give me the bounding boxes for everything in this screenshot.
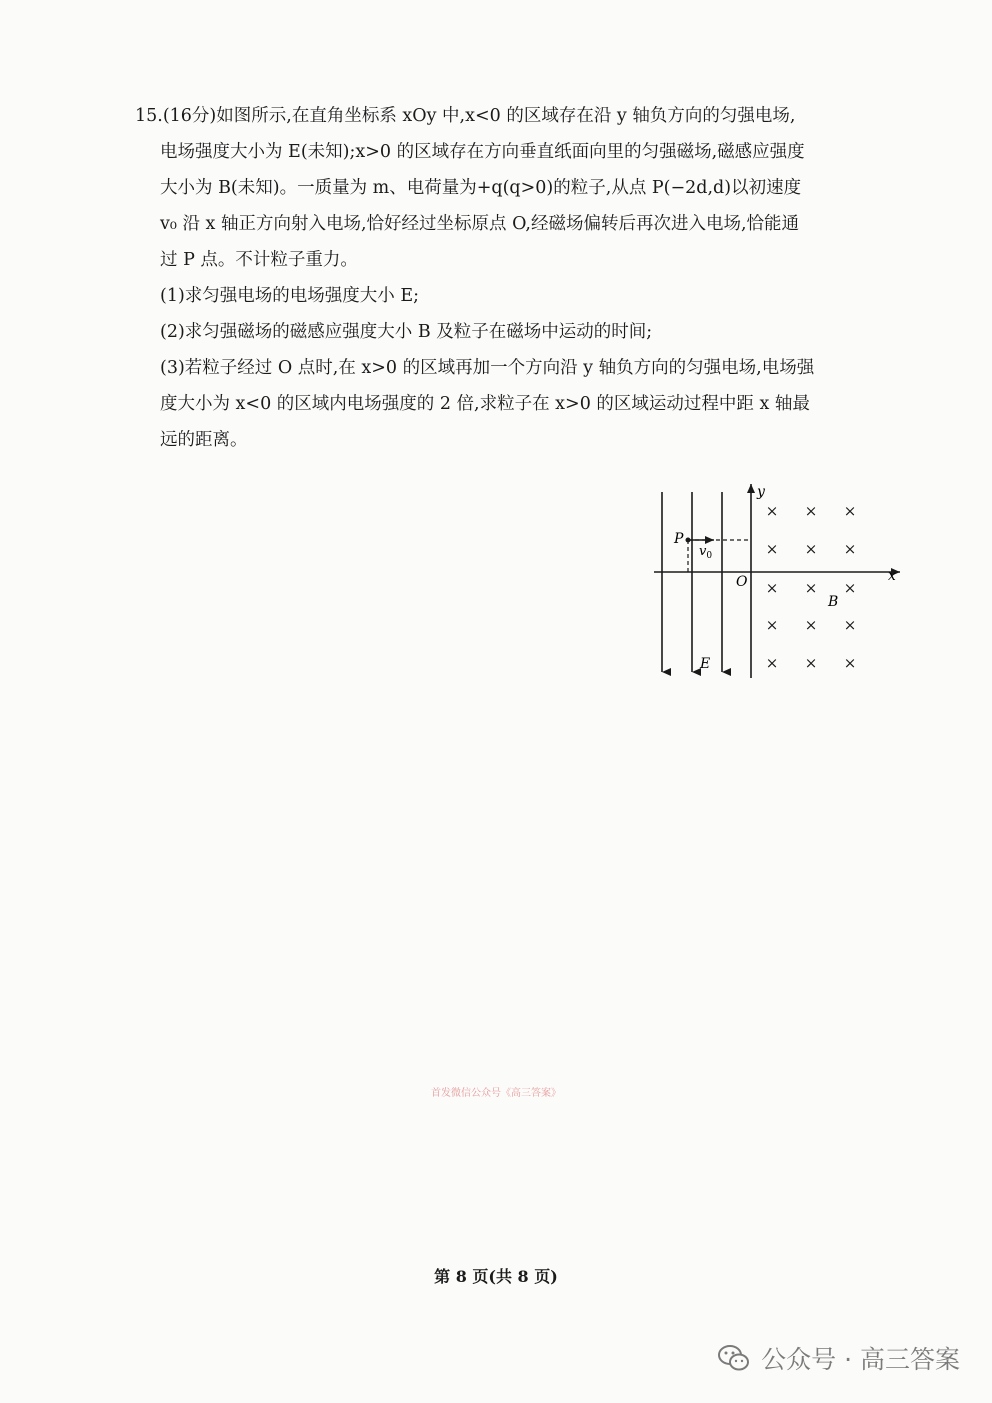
problem-line: 过 P 点。不计粒子重力。	[160, 250, 358, 270]
label-y: y	[757, 484, 765, 500]
cross-mark: ×	[804, 579, 818, 597]
label-origin: O	[736, 574, 748, 590]
cross-mark: ×	[765, 654, 779, 672]
magnetic-field-crosses	[766, 502, 857, 672]
label-v0: $v_0$	[699, 544, 713, 561]
cross-mark: ×	[765, 616, 779, 634]
field-diagram	[648, 480, 908, 685]
wechat-icon	[717, 1343, 751, 1373]
brand-mark	[717, 1340, 960, 1376]
problem-15	[135, 98, 905, 458]
page-footer: 第 8 页(共 8 页)	[434, 1267, 558, 1286]
question-3-line: 远的距离。	[160, 430, 248, 450]
problem-line: 大小为 B(未知)。一质量为 m、电荷量为+q(q>0)的粒子,从点 P(−2d,d)以初速度	[160, 178, 802, 198]
cross-mark: ×	[804, 654, 818, 672]
problem-line: 电场强度大小为 E(未知);x>0 的区域存在方向垂直纸面向里的匀强磁场,磁感应强度	[160, 142, 805, 162]
problem-line: 15.(16分)如图所示,在直角坐标系 xOy 中,x<0 的区域存在沿 y 轴负方向的匀强电场,	[135, 106, 796, 126]
cross-mark: ×	[765, 579, 779, 597]
question-3-line: 度大小为 x<0 的区域内电场强度的 2 倍,求粒子在 x>0 的区域运动过程中距 x 轴最	[160, 394, 810, 414]
cross-mark: ×	[804, 540, 818, 558]
question-3-line: (3)若粒子经过 O 点时,在 x>0 的区域再加一个方向沿 y 轴负方向的匀强电场,电场强	[160, 358, 815, 378]
label-p: P	[674, 531, 684, 547]
cross-mark: ×	[843, 540, 857, 558]
problem-line: v₀ 沿 x 轴正方向射入电场,恰好经过坐标原点 O,经磁场偏转后再次进入电场,恰能通	[160, 214, 800, 234]
cross-mark: ×	[843, 502, 857, 520]
cross-mark: ×	[765, 502, 779, 520]
cross-mark: ×	[843, 654, 857, 672]
cross-mark: ×	[804, 502, 818, 520]
cross-mark: ×	[843, 579, 857, 597]
brand-text: 公众号 · 高三答案	[761, 1345, 960, 1374]
cross-mark: ×	[843, 616, 857, 634]
cross-mark: ×	[804, 616, 818, 634]
label-x: x	[888, 568, 896, 584]
question-2: (2)求匀强磁场的磁感应强度大小 B 及粒子在磁场中运动的时间;	[160, 322, 653, 342]
label-e: E	[700, 656, 711, 672]
question-1: (1)求匀强电场的电场强度大小 E;	[160, 286, 420, 306]
label-b: B	[828, 594, 839, 610]
watermark: 首发微信公众号《高三答案》	[431, 1088, 561, 1099]
cross-mark: ×	[765, 540, 779, 558]
